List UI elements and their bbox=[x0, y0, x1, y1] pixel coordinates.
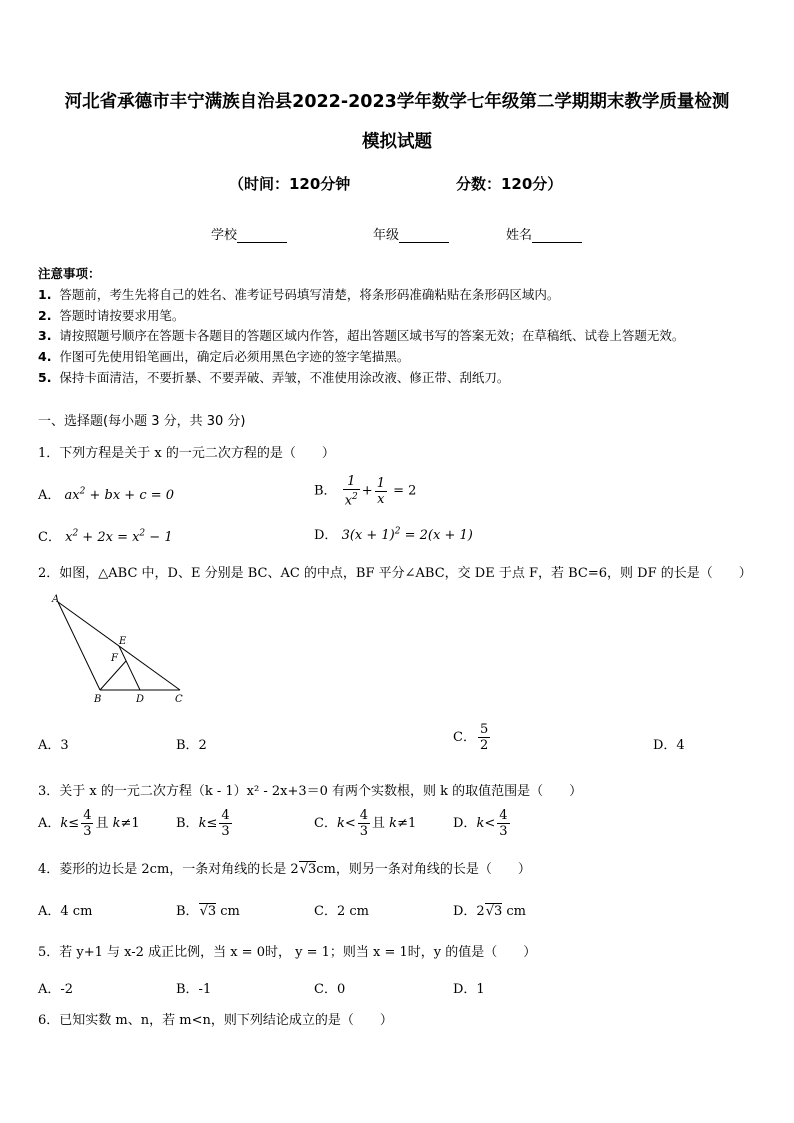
q1-option-c: C． $x^2 + 2x = x^2 - 1$ bbox=[38, 528, 173, 545]
question-1-stem: 1．下列方程是关于 x 的一元二次方程的是（ ） bbox=[38, 446, 335, 461]
q5-option-c: C．0 bbox=[314, 982, 346, 997]
label-d: D bbox=[136, 694, 145, 705]
exam-title: 河北省承德市丰宁满族自治县2022-2023学年数学七年级第二学期期末教学质量检测 bbox=[64, 92, 730, 112]
q4-option-b: B．√3 cm bbox=[176, 904, 240, 919]
exam-subtitle: 模拟试题 bbox=[362, 132, 432, 152]
label-c: C bbox=[175, 694, 183, 705]
note-item: 1. 答题前，考生先将自己的姓名、准考证号码填写清楚，将条形码准确粘贴在条形码区域内。 bbox=[38, 286, 560, 302]
q1-option-b: B． $\frac{1}{x^2}$ + $\frac{1}{x}$ = 2 bbox=[314, 474, 417, 509]
name-field bbox=[506, 224, 582, 243]
triangle-figure bbox=[40, 590, 200, 710]
school-field bbox=[211, 224, 287, 243]
q4-option-a: A．4 cm bbox=[38, 904, 93, 919]
question-2-stem: 2．如图，△ABC 中，D、E 分别是 BC、AC 的中点，BF 平分∠ABC，交 DE 于点 F，若 BC=6，则 DF 的长是（ ） bbox=[38, 566, 752, 581]
q2-option-c: C． $\frac{5}{2}$ bbox=[453, 722, 489, 753]
school-blank bbox=[237, 230, 287, 243]
grade-blank bbox=[399, 230, 449, 243]
q4-option-c: C．2 cm bbox=[314, 904, 369, 919]
q3-option-d: D．k< $\frac{4}{3}$ bbox=[453, 808, 508, 839]
notes bbox=[38, 264, 768, 389]
question-4-stem: 4．菱形的边长是 2cm，一条对角线的长是 2√3cm，则另一条对角线的长是（ ） bbox=[38, 862, 531, 877]
q2-option-a: A．3 bbox=[38, 738, 69, 753]
section-heading: 一、选择题(每小题 3 分，共 30 分) bbox=[38, 414, 246, 429]
name-label: 姓名 bbox=[506, 228, 533, 243]
grade-field bbox=[373, 224, 449, 243]
q2-option-d: D．4 bbox=[653, 738, 685, 753]
q5-option-a: A．-2 bbox=[38, 982, 74, 997]
label-e: E bbox=[119, 636, 127, 647]
q1-option-d: D． $3(x + 1)^2 = 2(x + 1)$ bbox=[314, 526, 473, 543]
time-info: （时间：120分钟 bbox=[229, 175, 351, 193]
label-b: B bbox=[94, 694, 102, 705]
notes-heading: 注意事项： bbox=[38, 266, 101, 281]
q2-option-b: B．2 bbox=[176, 738, 207, 753]
school-label: 学校 bbox=[211, 228, 238, 243]
grade-label: 年级 bbox=[373, 228, 400, 243]
q3-option-a: A．k≤ $\frac{4}{3}$ 且 k≠1 bbox=[38, 808, 140, 839]
note-item: 5. 保持卡面清洁，不要折暴、不要弄破、弄皱，不准使用涂改液、修正带、刮纸刀。 bbox=[38, 369, 510, 385]
q5-option-b: B．-1 bbox=[176, 982, 212, 997]
question-5-stem: 5．若 y+1 与 x-2 成正比例，当 x = 0时， y = 1；则当 x = 1时，y 的值是（ ） bbox=[38, 945, 537, 960]
note-item: 4. 作图可先使用铅笔画出，确定后必须用黑色字迹的签字笔描黑。 bbox=[38, 349, 410, 365]
q5-option-d: D．1 bbox=[453, 982, 485, 997]
question-3-stem: 3．关于 x 的一元二次方程（k - 1）x² - 2x+3＝0 有两个实数根，则 k 的取值范围是（ ） bbox=[38, 784, 583, 799]
q3-option-b: B．k≤ $\frac{4}{3}$ bbox=[176, 808, 230, 839]
label-a: A bbox=[52, 594, 60, 605]
q1-option-a-formula: $ax^2$ + bx + c = 0 bbox=[64, 486, 175, 503]
label-f: F bbox=[111, 653, 118, 664]
note-item: 3. 请按照题号顺序在答题卡各题目的答题区域内作答，超出答题区域书写的答案无效；在草稿纸、试卷上答题无效。 bbox=[38, 328, 685, 344]
q4-option-d: D．2√3 cm bbox=[453, 904, 527, 919]
q1-option-a: A． $ax^2$ + bx + c = 0 bbox=[38, 486, 175, 503]
q3-option-c: C．k< $\frac{4}{3}$ 且 k≠1 bbox=[314, 808, 417, 839]
name-blank bbox=[532, 230, 582, 243]
score-info: 分数：120分） bbox=[456, 175, 563, 193]
note-item: 2. 答题时请按要求用笔。 bbox=[38, 307, 185, 323]
question-6-stem: 6．已知实数 m、n，若 m<n，则下列结论成立的是（ ） bbox=[38, 1013, 393, 1028]
